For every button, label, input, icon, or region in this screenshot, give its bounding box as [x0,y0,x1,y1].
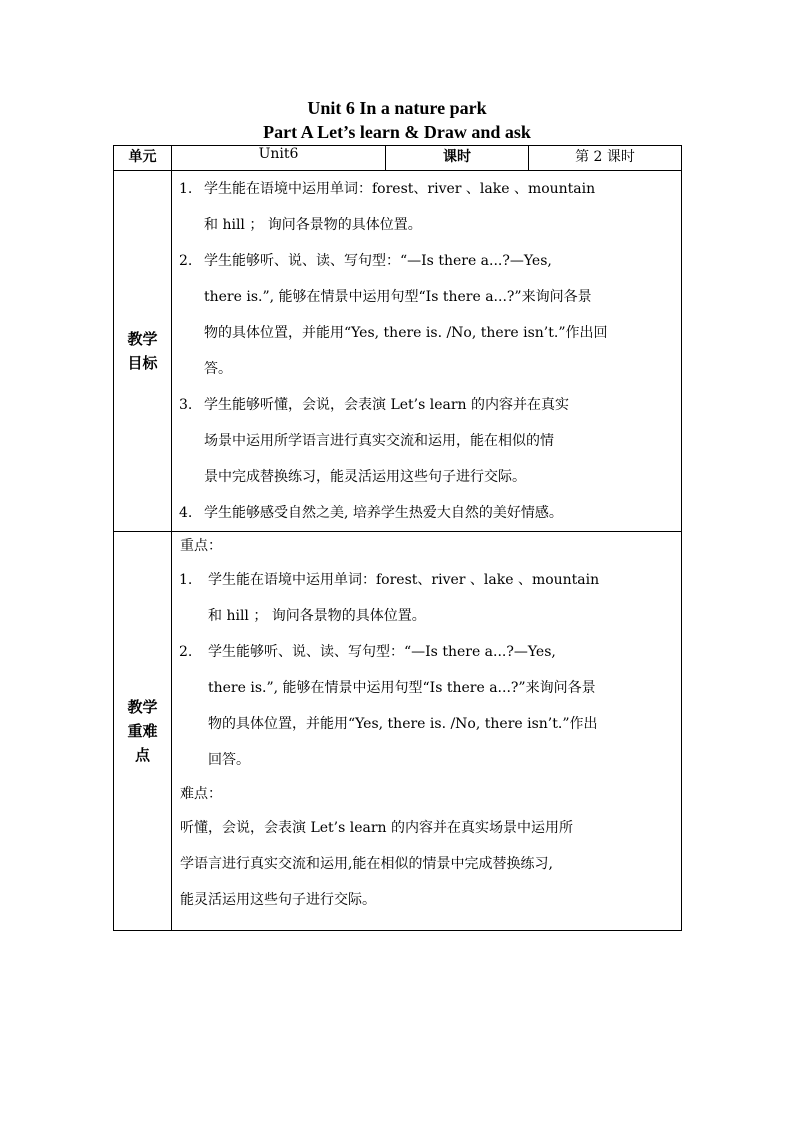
key-text: 和 hill ； 询问各景物的具体位置。 [208,608,426,624]
objectives-label-line2: 目标 [127,354,158,372]
difficult-heading: 难点： [180,786,222,802]
keypoints-label-line3: 点 [134,746,150,764]
key-item-2 [172,634,681,670]
objective-number: 4. [179,505,193,521]
objective-text: 学生能够感受自然之美, 培养学生热爱大自然的美好情感。 [204,505,563,521]
unit-label: 单元 [114,146,172,171]
keypoints-label-line1: 教学 [127,698,158,716]
key-text: 学生能在语境中运用单词：forest、river 、lake 、mountain [208,572,600,588]
objective-text: 学生能够听懂，会说，会表演 Let’s learn 的内容并在真实 [204,397,570,413]
difficult-text: 学语言进行真实交流和运用,能在相似的情景中完成替换练习, [180,856,553,872]
objective-text: 学生能在语境中运用单词：forest、river 、lake 、mountain [204,181,596,197]
key-text: 学生能够听、说、读、写句型：“—Is there a...?—Yes, [208,644,556,660]
objective-item-3 [172,387,681,423]
difficult-text: 能灵活运用这些句子进行交际。 [180,892,376,908]
objectives-content [172,171,682,532]
objectives-label-line1: 教学 [127,330,158,348]
objective-item-1 [172,171,681,207]
keypoints-row [114,532,682,931]
difficult-text: 听懂，会说，会表演 Let’s learn 的内容并在真实场景中运用所 [180,820,574,836]
lesson-plan-table [113,145,682,931]
objectives-row [114,171,682,532]
objective-item-4 [172,495,681,531]
objective-number: 2. [179,253,193,269]
key-number: 2. [179,644,193,660]
objective-number: 3. [179,397,193,413]
key-text: 物的具体位置，并能用“Yes, there is. /No, there isn’t.”作出 [208,716,598,732]
key-text: 回答。 [208,752,250,768]
period-label: 课时 [386,146,529,171]
document-subtitle: Part A Let’s learn & Draw and ask [263,122,531,142]
header-row [114,146,682,171]
objective-text: 物的具体位置，并能用“Yes, there is. /No, there isn’t.”作出回 [204,325,608,341]
objective-text: 场景中运用所学语言进行真实交流和运用，能在相似的情 [204,433,554,449]
key-item-1 [172,562,681,598]
keypoints-content [172,532,682,931]
objective-text: 答。 [204,361,232,377]
key-number: 1. [179,572,193,588]
objective-text: 学生能够听、说、读、写句型：“—Is there a...?—Yes, [204,253,552,269]
key-text: there is.”, 能够在情景中运用句型“Is there a...?”来询问各景 [208,680,596,696]
keypoints-label [114,532,172,931]
keypoints-label-line2: 重难 [127,722,158,740]
unit-value: Unit6 [172,146,386,171]
objective-number: 1. [179,181,193,197]
objective-text: 和 hill ； 询问各景物的具体位置。 [204,217,422,233]
key-heading: 重点： [180,538,222,554]
objectives-label [114,171,172,532]
objective-text: there is.”, 能够在情景中运用句型“Is there a...?”来询问各景 [204,289,592,305]
objective-item-2 [172,243,681,279]
period-value: 第 2 课时 [529,146,682,171]
document-title: Unit 6 In a nature park [307,98,487,118]
objective-text: 景中完成替换练习，能灵活运用这些句子进行交际。 [204,469,526,485]
